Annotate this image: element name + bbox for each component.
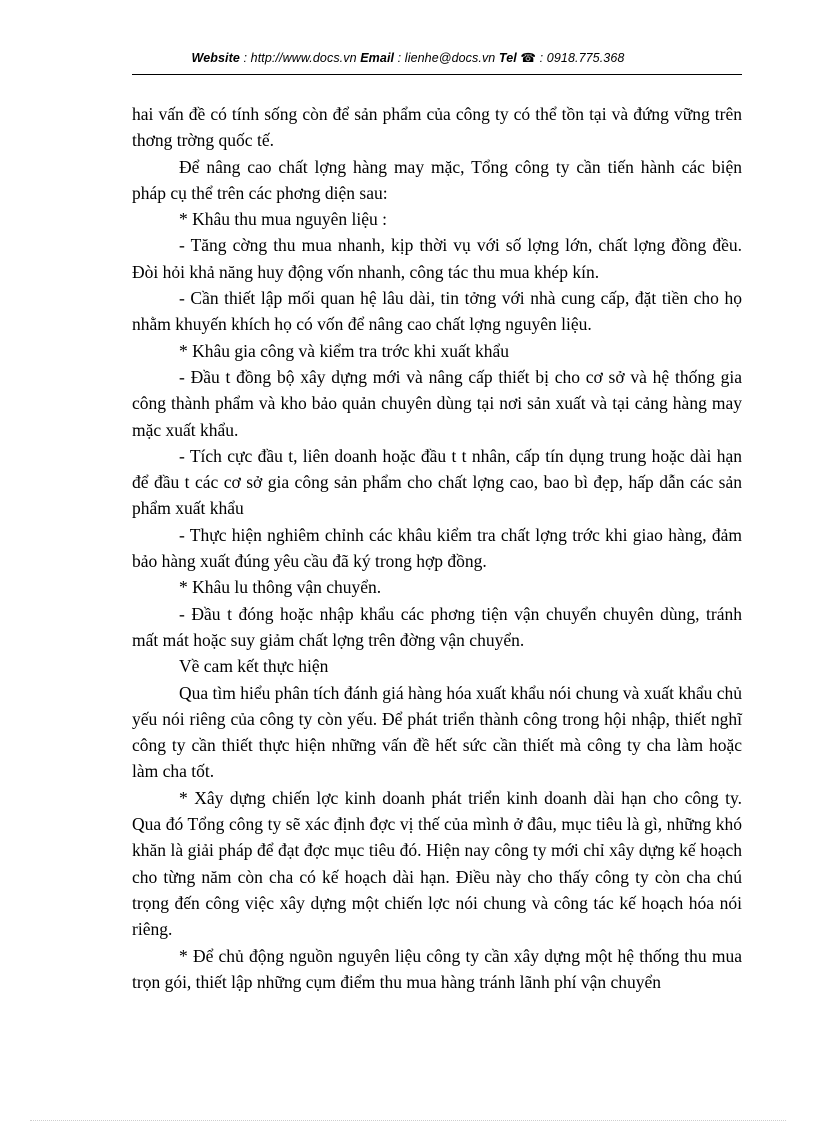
phone-icon: ☎ (520, 51, 537, 65)
footer-divider (30, 1120, 786, 1121)
email-label: Email (360, 51, 395, 65)
paragraph: * Xây dựng chiến lợc kinh doanh phát triển kinh doanh dài hạn cho công ty. Qua đó Tổng công ty sẽ xác định đợc vị thế của mình ở đâu, mục tiêu là gì, những khó khăn là giải pháp để đạt đợc mục tiêu đó. Hiện nay công ty mới chỉ xây dựng kế hoạch cho từng năm còn cha có kế hoạch dài hạn. Điều này cho thấy công ty còn cha chú trọng đến công việc xây dựng một chiến lợc nói chung và công tác kế hoạch hóa nói riêng. (132, 787, 742, 940)
website-label: Website (191, 51, 240, 65)
section-heading-transport: * Khâu lu thông vận chuyển. (179, 577, 382, 598)
paragraph: Để nâng cao chất lợng hàng may mặc, Tổng công ty cần tiến hành các biện pháp cụ thể trên các phơng diện sau: (132, 156, 742, 203)
paragraph: - Thực hiện nghiêm chỉnh các khâu kiểm tra chất lợng trớc khi giao hàng, đảm bảo hàng xuất đúng yêu cầu đã ký trong hợp đồng. (132, 524, 742, 572)
section-heading-commitment: Về cam kết thực hiện (179, 656, 329, 677)
paragraph: - Tích cực đầu t, liên doanh hoặc đầu t t nhân, cấp tín dụng trung hoặc dài hạn để đầu t các cơ sở gia công sản phẩm cho chất lợng cao, bao bì đẹp, hấp dẫn các sản phẩm xuất khẩu (132, 445, 742, 519)
website-value: : http://www.docs.vn (239, 51, 361, 65)
paragraph: Qua tìm hiểu phân tích đánh giá hàng hóa xuất khẩu nói chung và xuất khẩu chủ yếu nói riêng của công ty còn yếu. Để phát triển thành công trong hội nhập, thiết nghĩ công ty cần thiết thực hiện những vấn đề hết sức cần thiết mà công ty cha làm hoặc làm cha tốt. (132, 682, 742, 782)
paragraph: - Tăng cờng thu mua nhanh, kịp thời vụ với số lợng lớn, chất lợng đồng đều. Đòi hỏi khả năng huy động vốn nhanh, công tác thu mua khép kín. (132, 235, 742, 282)
paragraph-continuation: hai vấn đề có tính sống còn để sản phẩm của công ty có thể tồn tại và đứng vững trên thơng trờng quốc tế. (132, 104, 742, 151)
section-heading-raw-materials: * Khâu thu mua nguyên liệu : (179, 209, 388, 230)
paragraph: - Đầu t đồng bộ xây dựng mới và nâng cấp thiết bị cho cơ sở và hệ thống gia công thành phẩm và kho bảo quản chuyên dùng tại nơi sản xuất và tại cảng hàng may mặc xuất khẩu. (132, 366, 742, 440)
header-divider (132, 74, 742, 75)
paragraph: - Cần thiết lập mối quan hệ lâu dài, tin tởng với nhà cung cấp, đặt tiền cho họ nhằm khuyến khích họ có vốn để nâng cao chất lợng nguyên liệu. (132, 288, 742, 335)
tel-value: : 0918.775.368 (536, 51, 625, 65)
document-body (132, 101, 742, 995)
email-value: : lienhe@docs.vn (394, 51, 499, 65)
paragraph: * Để chủ động nguồn nguyên liệu công ty cần xây dựng một hệ thống thu mua trọn gói, thiết lập những cụm điểm thu mua hàng tránh lãnh phí vận chuyển (132, 945, 742, 992)
section-heading-processing: * Khâu gia công và kiểm tra trớc khi xuất khẩu (179, 340, 509, 361)
page-header (0, 50, 816, 65)
tel-label: Tel (498, 51, 517, 65)
paragraph: - Đầu t đóng hoặc nhập khẩu các phơng tiện vận chuyển chuyên dùng, tránh mất mát hoặc suy giảm chất lợng trên đờng vận chuyển. (132, 603, 742, 650)
